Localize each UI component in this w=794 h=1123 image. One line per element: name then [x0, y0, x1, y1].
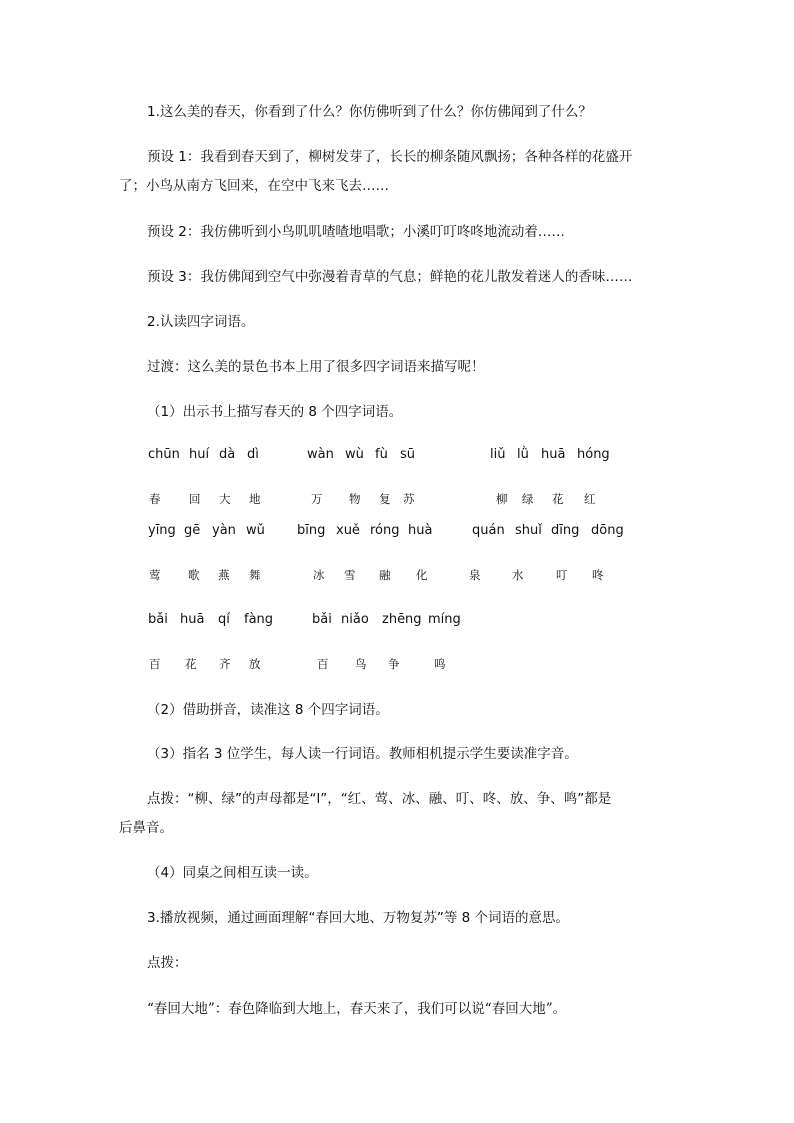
- hanzi-character: 争: [388, 657, 400, 671]
- question-3: 3.播放视频，通过画面理解“春回大地、万物复苏”等 8 个词语的意思。: [147, 910, 570, 926]
- preset-1-line-2: 了；小鸟从南方飞回来，在空中飞来飞去……: [119, 178, 389, 194]
- hanzi-character: 融: [379, 568, 391, 582]
- hanzi-character: 歌: [188, 568, 200, 582]
- hanzi-character: 万: [311, 492, 323, 506]
- pinyin-syllable: zhēng: [382, 612, 422, 627]
- hanzi-character: 大: [219, 492, 231, 506]
- transition-text: 过渡：这么美的景色书本上用了很多四字词语来描写呢！: [147, 359, 485, 375]
- pinyin-syllable: quán: [472, 523, 505, 538]
- pinyin-syllable: huā: [541, 447, 566, 462]
- pinyin-syllable: qí: [218, 612, 230, 627]
- pinyin-syllable: hóng: [577, 447, 610, 462]
- hanzi-character: 鸣: [434, 657, 446, 671]
- preset-1-line-1: 预设 1：我看到春天到了，柳树发芽了，长长的柳条随风飘扬；各种各样的花盛开: [147, 149, 633, 165]
- pinyin-syllable: wǔ: [246, 523, 265, 538]
- hanzi-character: 化: [416, 568, 428, 582]
- hanzi-character: 泉: [469, 568, 481, 582]
- hanzi-character: 回: [189, 492, 201, 506]
- pinyin-syllable: fàng: [244, 612, 274, 627]
- hanzi-character: 红: [584, 492, 596, 506]
- step-2: （2）借助拼音，读准这 8 个四字词语。: [147, 702, 389, 718]
- pinyin-syllable: dì: [247, 447, 259, 462]
- pinyin-syllable: bǎi: [312, 612, 332, 627]
- question-1: 1.这么美的春天，你看到了什么？你仿佛听到了什么？你仿佛闻到了什么？: [147, 104, 592, 120]
- hanzi-character: 苏: [403, 492, 415, 506]
- preset-2: 预设 2：我仿佛听到小鸟叽叽喳喳地唱歌；小溪叮叮咚咚地流动着……: [147, 224, 565, 240]
- pinyin-syllable: lǜ: [517, 447, 529, 462]
- pinyin-syllable: chūn: [148, 447, 180, 462]
- hanzi-character: 燕: [218, 568, 230, 582]
- step-4: （4）同桌之间相互读一读。: [147, 865, 318, 881]
- pinyin-syllable: niǎo: [341, 612, 369, 627]
- hanzi-character: 百: [317, 657, 329, 671]
- hanzi-character: 花: [185, 657, 197, 671]
- hanzi-character: 齐: [219, 657, 231, 671]
- hanzi-character: 咚: [592, 568, 604, 582]
- question-2: 2.认读四字词语。: [147, 314, 255, 330]
- preset-3: 预设 3：我仿佛闻到空气中弥漫着青草的气息；鲜艳的花儿散发着迷人的香味……: [147, 269, 633, 285]
- hanzi-character: 放: [249, 657, 261, 671]
- hanzi-character: 水: [512, 568, 524, 582]
- explanation-chun-hui-da-di: “春回大地”：春色降临到大地上，春天来了，我们可以说“春回大地”。: [147, 1001, 567, 1017]
- hanzi-character: 地: [249, 492, 261, 506]
- hanzi-character: 物: [349, 492, 361, 506]
- step-1: （1）出示书上描写春天的 8 个四字词语。: [147, 404, 403, 420]
- pinyin-syllable: shuǐ: [515, 523, 542, 538]
- pinyin-syllable: xuě: [336, 523, 360, 538]
- tip-2-label: 点拨：: [147, 955, 188, 971]
- hanzi-character: 春: [149, 492, 161, 506]
- tip-1-line-2: 后鼻音。: [119, 820, 173, 836]
- hanzi-character: 百: [149, 657, 161, 671]
- hanzi-character: 花: [552, 492, 564, 506]
- hanzi-character: 雪: [344, 568, 356, 582]
- pinyin-syllable: huí: [189, 447, 210, 462]
- hanzi-character: 鸟: [355, 657, 367, 671]
- pinyin-syllable: bīng: [297, 523, 326, 538]
- hanzi-character: 叮: [556, 568, 568, 582]
- pinyin-syllable: yīng: [148, 523, 176, 538]
- hanzi-character: 柳: [496, 492, 508, 506]
- pinyin-syllable: liǔ: [490, 447, 506, 462]
- pinyin-syllable: fù: [375, 447, 388, 462]
- pinyin-syllable: huā: [180, 612, 205, 627]
- pinyin-syllable: wàn: [307, 447, 334, 462]
- pinyin-syllable: míng: [428, 612, 461, 627]
- pinyin-syllable: gē: [184, 523, 201, 538]
- pinyin-syllable: dà: [219, 447, 236, 462]
- pinyin-syllable: dōng: [591, 523, 624, 538]
- pinyin-syllable: huà: [408, 523, 433, 538]
- pinyin-syllable: dīng: [551, 523, 580, 538]
- hanzi-character: 莺: [149, 568, 161, 582]
- pinyin-syllable: bǎi: [148, 612, 168, 627]
- pinyin-syllable: wù: [345, 447, 364, 462]
- hanzi-character: 冰: [313, 568, 325, 582]
- hanzi-character: 复: [379, 492, 391, 506]
- step-3: （3）指名 3 位学生，每人读一行词语。教师相机提示学生要读准字音。: [147, 746, 578, 762]
- hanzi-character: 舞: [249, 568, 261, 582]
- pinyin-syllable: róng: [370, 523, 400, 538]
- hanzi-character: 绿: [522, 492, 534, 506]
- pinyin-syllable: sū: [400, 447, 416, 462]
- pinyin-syllable: yàn: [212, 523, 236, 538]
- tip-1-line-1: 点拨：“柳、绿”的声母都是“l”，“红、莺、冰、融、叮、咚、放、争、鸣”都是: [147, 791, 612, 807]
